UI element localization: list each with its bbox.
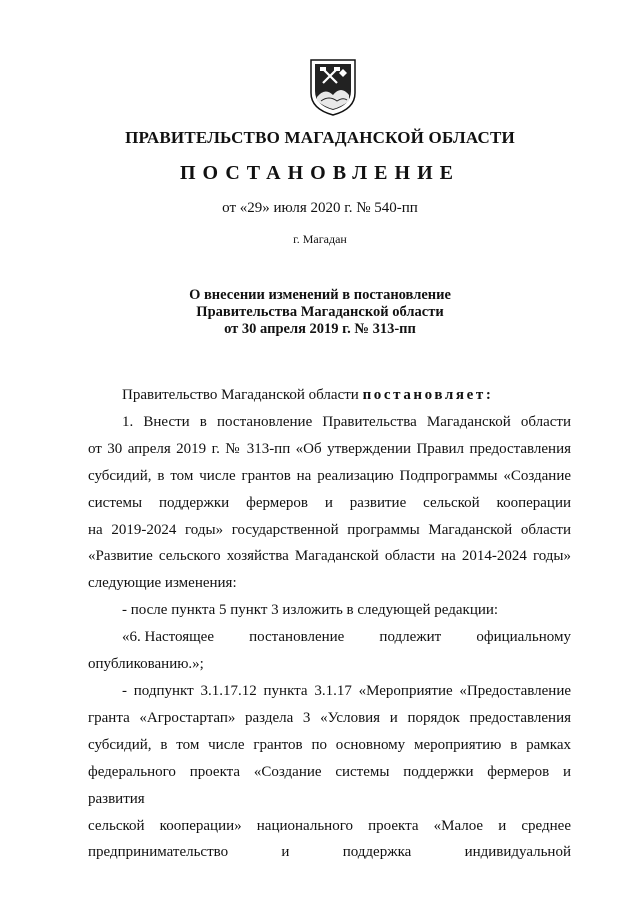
document-body: [88, 382, 571, 866]
intro-text: Правительство Магаданской области: [122, 387, 359, 403]
coat-of-arms-emblem: [307, 57, 359, 117]
word: подлежит: [379, 629, 442, 646]
paragraph-line: системы поддержки фермеров и развитие сельской кооперации: [88, 494, 571, 511]
paragraph-line: гранта «Агростартап» раздела 3 «Условия и порядок предоставления: [88, 709, 571, 726]
intro-paragraph: [88, 382, 571, 409]
paragraph-line: от 30 апреля 2019 г. № 313-пп «Об утверждении Правил предоставления: [88, 440, 571, 457]
paragraph-line: на 2019-2024 годы» государственной программы Магаданской области: [88, 521, 571, 538]
paragraph-line: [88, 624, 571, 651]
word: и: [281, 844, 290, 861]
government-title: ПРАВИТЕЛЬСТВО МАГАДАНСКОЙ ОБЛАСТИ: [125, 128, 515, 147]
word: «6. Настоящее: [122, 629, 214, 646]
paragraph-line: - подпункт 3.1.17.12 пункта 3.1.17 «Мероприятие «Предоставление: [122, 682, 571, 699]
paragraph-line: следующие изменения:: [88, 575, 237, 592]
subject-line: Правительства Магаданской области: [196, 304, 444, 320]
word: поддержка: [342, 844, 412, 861]
paragraph-line: «Развитие сельского хозяйства Магаданской области на 2014-2024 годы»: [88, 548, 571, 565]
document-date-number: от «29» июля 2020 г. № 540-пп: [222, 200, 418, 216]
subject-line: от 30 апреля 2019 г. № 313-пп: [224, 321, 416, 337]
word: постановление: [249, 629, 345, 646]
document-type-title: ПОСТАНОВЛЕНИЕ: [180, 162, 460, 184]
paragraph-line: субсидий, в том числе грантов по основному мероприятию в рамках: [88, 736, 571, 753]
word: предпринимательство: [88, 844, 229, 861]
paragraph-line: [88, 839, 571, 866]
word: официальному: [476, 629, 571, 646]
document-subject: [0, 287, 640, 338]
intro-spaced-verb: постановляет:: [362, 387, 494, 403]
paragraph-line: - после пункта 5 пункт 3 изложить в следующей редакции:: [122, 602, 499, 619]
paragraph-line: сельской кооперации» национального проекта «Малое и среднее: [88, 817, 571, 834]
paragraph-line: 1. Внести в постановление Правительства Магаданской области: [122, 413, 571, 430]
paragraph-line: федерального проекта «Создание системы поддержки фермеров и развития: [88, 763, 571, 807]
paragraph-line: опубликованию.»;: [88, 656, 204, 673]
document-city: г. Магадан: [293, 232, 347, 246]
word: индивидуальной: [464, 844, 571, 861]
paragraph-line: субсидий, в том числе грантов на реализацию Подпрограммы «Создание: [88, 467, 571, 484]
subject-line: О внесении изменений в постановление: [189, 287, 451, 303]
